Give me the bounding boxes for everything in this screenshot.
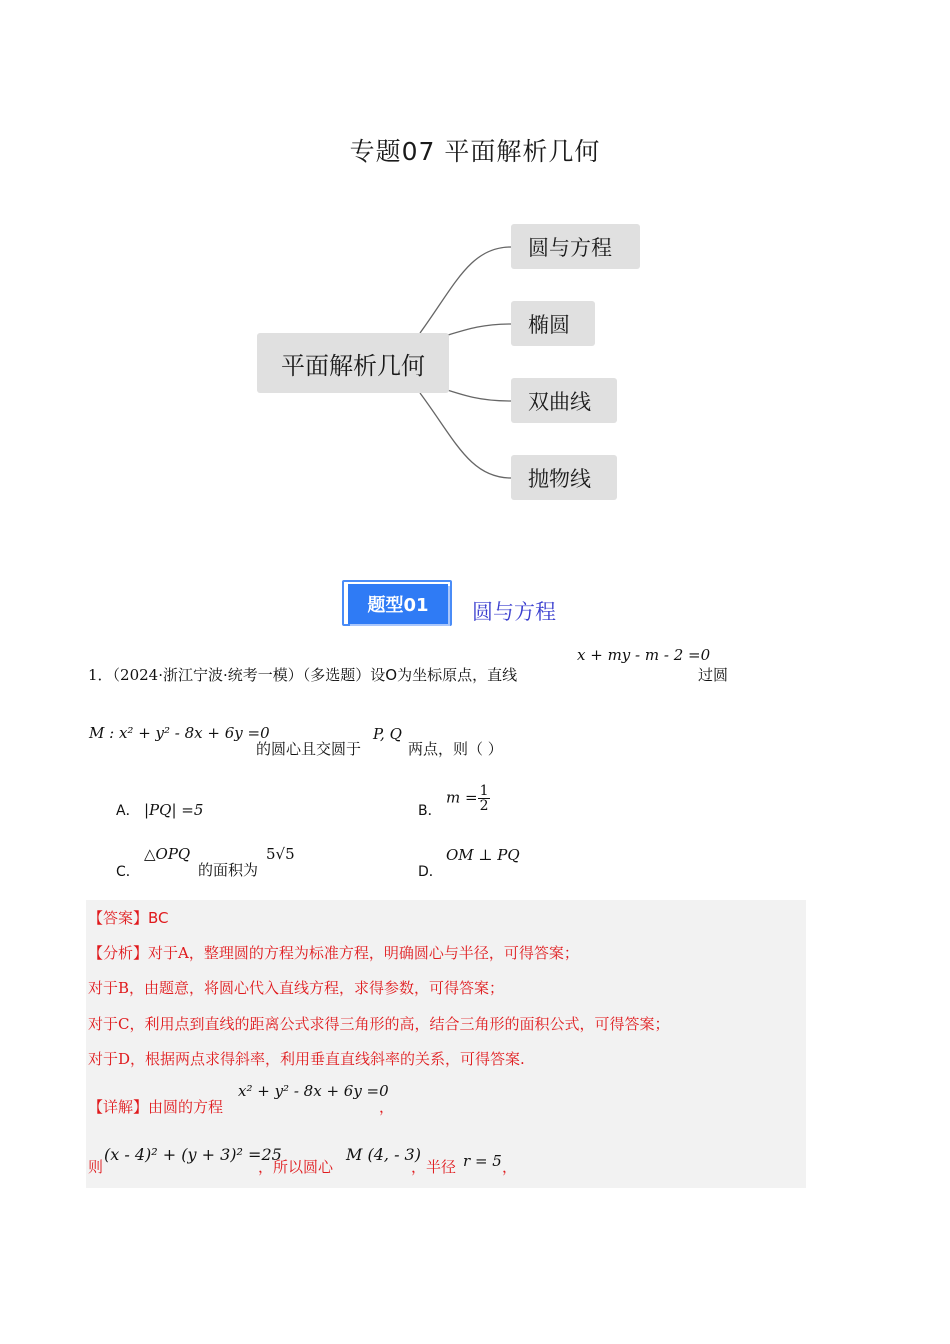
option-c-suffix: 的面积为 — [198, 861, 259, 879]
circle-equation: M : x² + y² - 8x + 6y =0 — [89, 724, 270, 742]
question-text-3: 的圆心且交圆于 — [256, 740, 362, 758]
option-c-expr: △OPQ — [144, 845, 191, 863]
option-c-letter: C． — [116, 864, 140, 880]
section-badge — [342, 580, 456, 626]
mindmap-node-circle: 圆与方程 — [511, 224, 640, 269]
question-line-1 — [88, 664, 517, 685]
fraction-denominator: 2 — [479, 798, 489, 814]
question-text-2: 过圆 — [698, 666, 729, 684]
radius-value: r = 5 — [463, 1152, 502, 1170]
fraction-numerator: 1 — [479, 783, 489, 799]
option-c-value: 5√5 — [266, 845, 295, 863]
option-b-prefix: m = — [446, 788, 478, 807]
question-text-1: 为坐标原点，直线 — [397, 666, 518, 684]
option-b-expr — [446, 784, 490, 813]
answer-line: 【答案】BC — [88, 909, 169, 927]
analysis-line-4: 对于D，根据两点求得斜率，利用垂直直线斜率的关系，可得答案. — [88, 1050, 525, 1068]
option-d-letter: D． — [418, 864, 443, 880]
radius-label: ，半径 — [411, 1158, 457, 1176]
circle-center: M (4, - 3) — [346, 1145, 421, 1164]
option-a-letter: A． — [116, 803, 140, 819]
origin-label: O — [385, 666, 398, 684]
mindmap-connectors — [0, 0, 950, 560]
analysis-line-1: 【分析】对于A，整理圆的方程为标准方程，明确圆心与半径，可得答案； — [88, 944, 579, 962]
section-title: 圆与方程 — [472, 600, 556, 624]
analysis-line-3: 对于C，利用点到直线的距离公式求得三角形的高，结合三角形的面积公式，可得答案； — [88, 1015, 670, 1033]
detail-label: 【详解】由圆的方程 — [88, 1098, 224, 1116]
line-equation: x + my - m - 2 =0 — [577, 646, 711, 664]
badge-label: 题型01 — [348, 584, 448, 624]
points-pq: P, Q — [373, 725, 402, 743]
mindmap-node-hyperbola: 双曲线 — [511, 378, 617, 423]
analysis-line-2: 对于B，由题意，将圆心代入直线方程，求得参数，可得答案； — [88, 979, 505, 997]
option-d-expr: OM ⊥ PQ — [446, 846, 520, 864]
connector-circle — [420, 247, 511, 333]
then-label: 则 — [88, 1158, 104, 1176]
question-number: 1． — [88, 666, 113, 684]
detail-equation: x² + y² - 8x + 6y =0 — [238, 1082, 389, 1100]
page-title: 专题07 平面解析几何 — [349, 137, 601, 166]
question-text-4: 两点，则（ ） — [408, 740, 503, 758]
option-b-fraction — [478, 784, 491, 813]
mindmap-node-parabola: 抛物线 — [511, 455, 617, 500]
end-comma: ， — [502, 1158, 518, 1176]
mindmap-node-ellipse: 椭圆 — [511, 301, 595, 346]
option-b-letter: B． — [418, 803, 442, 819]
detail-comma: ， — [379, 1098, 395, 1116]
standard-equation: (x - 4)² + (y + 3)² =25 — [104, 1145, 282, 1164]
mindmap-root: 平面解析几何 — [257, 333, 449, 393]
connector-parabola — [420, 393, 511, 478]
option-a-expr: |PQ| =5 — [144, 801, 204, 819]
question-source: （2024·浙江宁波·统考一模）（多选题）设 — [112, 666, 386, 684]
so-center-label: ，所以圆心 — [258, 1158, 334, 1176]
